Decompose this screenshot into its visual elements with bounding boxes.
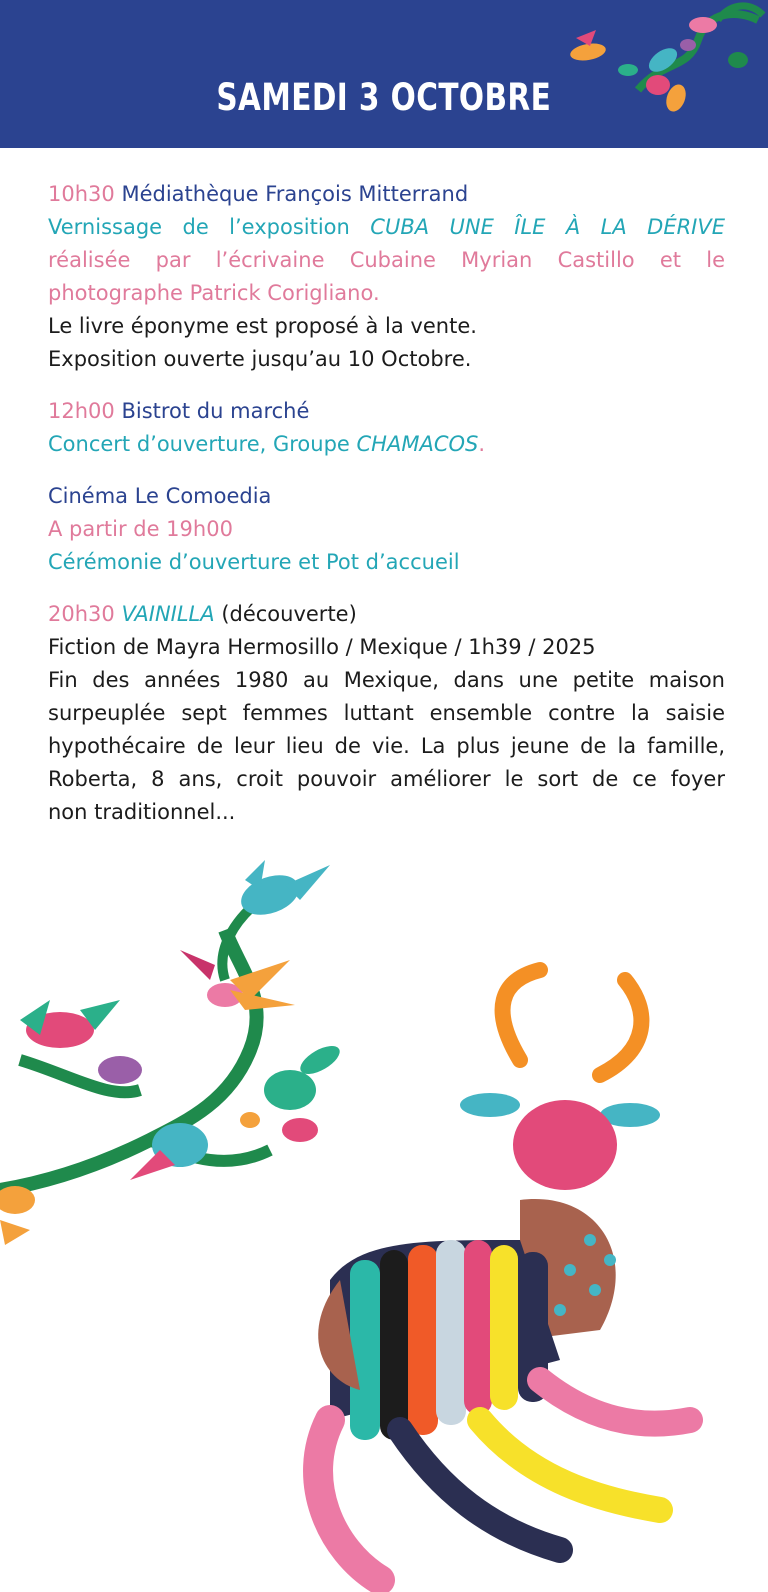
event-time: A partir de 19h00: [48, 517, 233, 541]
event-title: [48, 428, 725, 461]
film-credits: Fiction de Mayra Hermosillo / Mexique / 1h39 / 2025: [48, 635, 596, 659]
event-title: [48, 211, 725, 244]
event-credit: réalisée par l’écrivaine Cubaine Myrian Castillo et le: [48, 248, 725, 272]
event-venue: Cinéma Le Comoedia: [48, 484, 272, 508]
film-note-text: (découverte): [221, 602, 357, 626]
event-title-prefix: Vernissage de l’exposition: [48, 215, 350, 239]
event-heading: [48, 178, 725, 211]
synopsis-line: hypothécaire de leur lieu de vie. La plus jeune de la famille,: [48, 734, 725, 758]
event-title: Cérémonie d’ouverture et Pot d’accueil: [48, 550, 460, 574]
synopsis-line: Fin des années 1980 au Mexique, dans une petite maison: [48, 668, 725, 692]
alebrije-illustration-icon: [0, 860, 768, 1592]
event-note: Exposition ouverte jusqu’au 10 Octobre.: [48, 347, 472, 371]
synopsis-line: Roberta, 8 ans, croit pouvoir améliorer le sort de ce foyer: [48, 767, 725, 791]
synopsis-line: surpeuplée sept femmes luttant ensemble contre la saisie: [48, 701, 725, 725]
event-title-prefix: Concert d’ouverture, Groupe: [48, 432, 350, 456]
event-list: [48, 178, 725, 848]
band-name: CHAMACOS: [356, 432, 479, 456]
page-title: SAMEDI 3 OCTOBRE: [216, 76, 552, 119]
exhibition-name: CUBA UNE ÎLE À LA DÉRIVE: [370, 215, 726, 239]
film-title: VAINILLA: [121, 602, 215, 626]
event-item: [48, 395, 725, 461]
film-note: [215, 602, 357, 626]
event-heading: [48, 598, 725, 631]
event-venue: Médiathèque François Mitterrand: [121, 182, 469, 206]
event-item: [48, 598, 725, 829]
event-item: [48, 480, 725, 579]
floral-vine-icon: [0, 860, 344, 1245]
creature-figure-icon: [318, 970, 690, 1580]
event-item: [48, 178, 725, 376]
event-time: 10h30: [48, 182, 115, 206]
event-credit: photographe Patrick Corigliano.: [48, 281, 380, 305]
synopsis-line: non traditionnel...: [48, 800, 236, 824]
event-time: 20h30: [48, 602, 115, 626]
event-venue: Bistrot du marché: [121, 399, 310, 423]
header-banner: [0, 0, 768, 148]
event-time: 12h00: [48, 399, 115, 423]
event-title-suffix: .: [478, 432, 486, 456]
event-heading: [48, 395, 725, 428]
event-note: Le livre éponyme est proposé à la vente.: [48, 314, 477, 338]
